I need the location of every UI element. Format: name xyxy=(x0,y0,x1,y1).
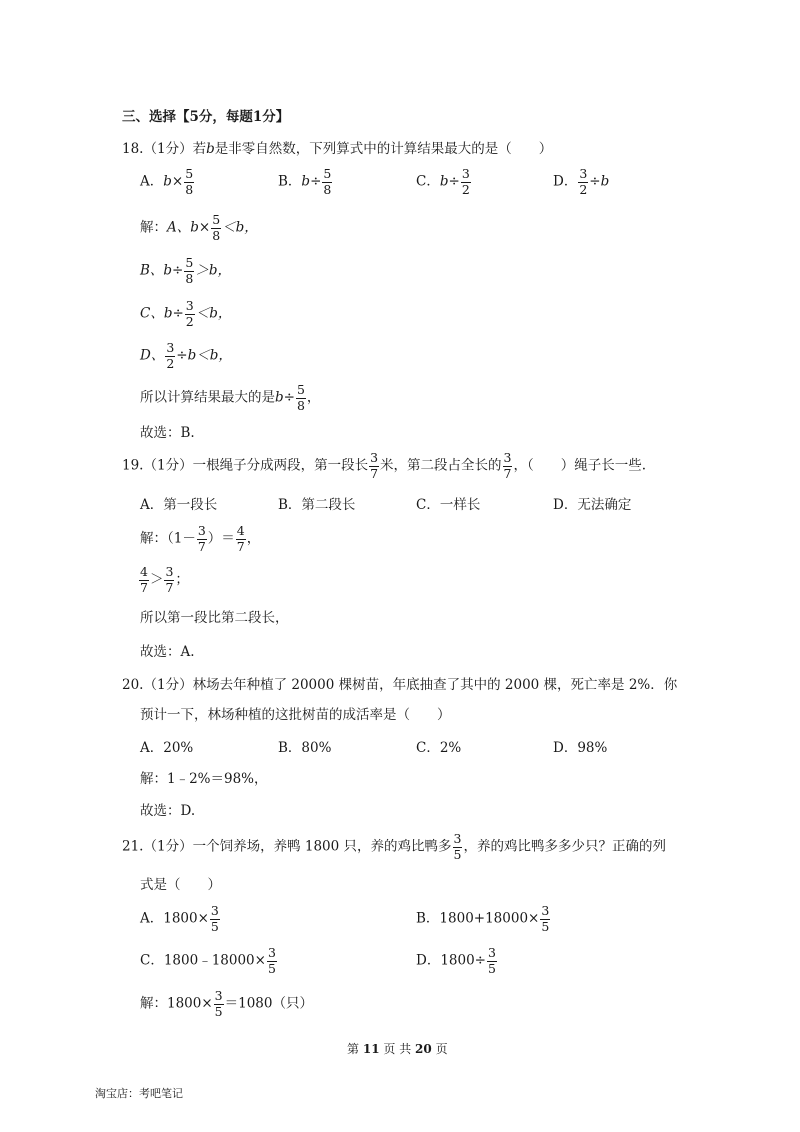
option-letter: C． xyxy=(416,173,440,190)
section-title: 三、选择【5分，每题1分】 xyxy=(122,109,290,125)
q21-option-c[interactable] xyxy=(140,947,278,975)
q19-option-c[interactable] xyxy=(416,493,480,513)
denominator: 8 xyxy=(185,270,194,286)
fraction xyxy=(165,342,175,370)
denominator: 7 xyxy=(165,579,174,595)
fraction xyxy=(296,384,306,412)
numerator: 5 xyxy=(185,166,194,181)
q19-answer: 故选：A. xyxy=(140,644,195,660)
variable-b: b xyxy=(206,141,215,157)
option-text: 无法确定 xyxy=(577,497,632,513)
q18-conclusion xyxy=(140,384,320,412)
option-letter: C． xyxy=(416,740,440,756)
option-letter: C． xyxy=(140,952,164,969)
option-text: 第二段长 xyxy=(301,497,356,513)
fraction xyxy=(236,525,246,553)
q20-answer: 故选：D. xyxy=(140,803,196,819)
q21-option-d[interactable] xyxy=(416,947,498,975)
numerator: 3 xyxy=(185,298,194,313)
solution-expr: C、b÷ xyxy=(140,305,184,322)
numerator: 3 xyxy=(214,988,223,1003)
denominator: 7 xyxy=(140,579,148,595)
q19-conclusion: 所以第一段比第二段长， xyxy=(140,610,289,626)
page-number: 11 xyxy=(362,1042,380,1056)
denominator: 7 xyxy=(236,538,245,554)
question-20-stem-line-2: 预计一下，林场种植的这批树苗的成活率是（ ） xyxy=(140,707,451,723)
denominator: 5 xyxy=(210,918,219,934)
stem-text: 一个饲养场，养鸭 1800 只，养的鸡比鸭多 xyxy=(192,838,452,855)
solution-expr: A、b× xyxy=(167,219,211,236)
solution-expr: 解：（1－ xyxy=(140,530,196,547)
fraction xyxy=(461,168,471,196)
option-letter: D． xyxy=(416,952,441,969)
solution-expr: D、 xyxy=(140,347,165,364)
solution-expr: ， xyxy=(246,530,261,547)
numerator: 3 xyxy=(488,945,496,960)
numerator: 3 xyxy=(267,945,276,960)
denominator: 8 xyxy=(296,397,305,413)
q18-option-d[interactable] xyxy=(553,168,609,196)
question-points: （1分） xyxy=(143,457,193,474)
q18-solution-line-b xyxy=(140,257,231,285)
fraction xyxy=(453,833,463,861)
q21-option-b[interactable] xyxy=(416,905,551,933)
page-footer xyxy=(347,1040,448,1057)
numerator: 5 xyxy=(296,382,305,397)
fraction xyxy=(185,300,195,328)
q19-option-a[interactable] xyxy=(140,493,217,513)
fraction xyxy=(267,947,277,975)
fraction xyxy=(210,905,220,933)
denominator: 8 xyxy=(323,181,332,197)
q18-solution-line-d xyxy=(140,342,232,370)
question-19-stem xyxy=(122,452,646,480)
option-letter: B． xyxy=(278,740,302,756)
fraction xyxy=(184,257,194,285)
fraction xyxy=(369,452,379,480)
numerator: 4 xyxy=(236,523,245,538)
option-letter: A． xyxy=(140,740,164,756)
fraction xyxy=(139,566,149,594)
shop-watermark: 淘宝店：考吧笔记 xyxy=(95,1087,183,1100)
solution-expr: ）＝ xyxy=(207,530,235,547)
solution-expr: ÷b＜b， xyxy=(176,347,232,364)
question-20-stem-line-1 xyxy=(122,673,677,693)
solution-expr: ； xyxy=(175,571,189,588)
q18-option-b[interactable] xyxy=(278,168,333,196)
option-expr: 1800﹣18000× xyxy=(163,952,266,969)
question-21-stem-line-1 xyxy=(122,833,666,861)
question-18-stem xyxy=(122,137,552,157)
option-text: 第一段长 xyxy=(163,497,218,513)
q18-answer: 故选：B. xyxy=(140,425,195,441)
q20-option-d[interactable] xyxy=(553,736,607,756)
q20-solution: 解：1﹣2%＝98%， xyxy=(140,771,268,787)
comparison-operator: ＞ xyxy=(149,571,164,588)
solution-expr: 解：1800× xyxy=(140,995,213,1012)
numerator: 3 xyxy=(503,450,512,465)
denominator: 5 xyxy=(214,1003,223,1019)
numerator: 4 xyxy=(140,564,148,579)
question-number: 18. xyxy=(122,141,144,157)
option-letter: A． xyxy=(140,173,164,190)
denominator: 2 xyxy=(461,181,470,197)
option-letter: A． xyxy=(140,497,164,513)
fraction xyxy=(184,168,194,196)
option-expr: b÷ xyxy=(301,173,322,190)
denominator: 5 xyxy=(453,846,462,862)
denominator: 8 xyxy=(212,227,221,243)
q19-option-b[interactable] xyxy=(278,493,355,513)
option-text: 80% xyxy=(301,740,332,756)
numerator: 3 xyxy=(197,523,206,538)
fraction xyxy=(197,525,207,553)
stem-text: 若 xyxy=(192,141,207,157)
option-text: 一样长 xyxy=(439,497,481,513)
question-points: （1分） xyxy=(143,141,193,157)
q20-option-a[interactable] xyxy=(140,736,193,756)
numerator: 3 xyxy=(210,903,219,918)
option-letter: B． xyxy=(278,173,302,190)
question-21-stem-line-2: 式是（ ） xyxy=(140,877,221,893)
q21-solution xyxy=(140,990,313,1018)
denominator: 7 xyxy=(503,465,512,481)
fraction xyxy=(540,905,550,933)
q19-option-d[interactable] xyxy=(553,493,631,513)
stem-text: ，（ ）绳子长一些. xyxy=(513,457,647,474)
stem-text: 是非零自然数，下列算式中的计算结果最大的是（ ） xyxy=(214,141,553,157)
solution-expr: ＝1080（只） xyxy=(224,995,313,1012)
option-letter: D． xyxy=(553,740,578,756)
option-letter: A． xyxy=(140,910,164,927)
option-letter: B． xyxy=(278,497,302,513)
numerator: 5 xyxy=(323,166,332,181)
solution-expr: ＜b， xyxy=(195,305,232,322)
stem-text: 林场去年种植了 20000 棵树苗，年底抽查了其中的 2000 棵，死亡率是 2%．你 xyxy=(192,677,678,693)
fraction xyxy=(322,168,332,196)
q18-option-a[interactable] xyxy=(140,168,195,196)
option-text: 2% xyxy=(439,740,462,756)
footer-text: 第 xyxy=(347,1042,360,1056)
solution-expr: ＞b， xyxy=(195,262,231,279)
q18-solution-line-a xyxy=(140,214,258,242)
option-letter: D． xyxy=(553,497,578,513)
fraction xyxy=(487,947,497,975)
q21-option-a[interactable] xyxy=(140,905,221,933)
fraction xyxy=(164,566,174,594)
question-points: （1分） xyxy=(143,677,193,693)
q19-solution-line-1 xyxy=(140,525,260,553)
footer-text: 页 共 xyxy=(383,1042,412,1056)
total-pages: 20 xyxy=(415,1042,432,1056)
conclusion-text: 所以计算结果最大的是 xyxy=(140,389,275,406)
q18-option-c[interactable] xyxy=(416,168,472,196)
stem-text: ，养的鸡比鸭多多少只？正确的列 xyxy=(463,838,666,855)
numerator: 3 xyxy=(370,450,379,465)
fraction xyxy=(503,452,513,480)
question-number: 19. xyxy=(122,457,144,474)
denominator: 5 xyxy=(488,960,496,976)
numerator: 5 xyxy=(185,255,194,270)
footer-text: 页 xyxy=(435,1042,448,1056)
solution-expr: B、b÷ xyxy=(140,262,184,279)
denominator: 2 xyxy=(185,313,194,329)
numerator: 3 xyxy=(579,166,588,181)
numerator: 3 xyxy=(166,340,175,355)
stem-text: 一根绳子分成两段，第一段长 xyxy=(192,457,369,474)
option-expr: 1800+18000× xyxy=(439,910,540,927)
question-points: （1分） xyxy=(143,838,193,855)
denominator: 7 xyxy=(370,465,379,481)
q18-solution-line-c xyxy=(140,300,231,328)
q20-option-b[interactable] xyxy=(278,736,331,756)
solution-label: 解： xyxy=(140,219,167,236)
option-expr: ÷b xyxy=(589,173,610,190)
conclusion-expr: b÷ xyxy=(275,389,295,406)
numerator: 3 xyxy=(165,564,174,579)
option-text: 98% xyxy=(577,740,608,756)
fraction xyxy=(214,990,224,1018)
option-expr: b× xyxy=(163,173,184,190)
denominator: 8 xyxy=(185,181,194,197)
fraction xyxy=(578,168,588,196)
denominator: 5 xyxy=(267,960,276,976)
numerator: 3 xyxy=(453,831,462,846)
conclusion-text: ， xyxy=(306,389,321,406)
numerator: 5 xyxy=(212,212,221,227)
option-expr: b÷ xyxy=(439,173,460,190)
fraction xyxy=(211,214,221,242)
q20-option-c[interactable] xyxy=(416,736,461,756)
denominator: 5 xyxy=(541,918,550,934)
option-letter: B． xyxy=(416,910,440,927)
option-letter: D． xyxy=(553,173,578,190)
numerator: 3 xyxy=(541,903,550,918)
question-number: 21. xyxy=(122,838,144,855)
option-expr: 1800÷ xyxy=(440,952,486,969)
denominator: 2 xyxy=(166,355,175,371)
option-letter: C． xyxy=(416,497,440,513)
question-number: 20. xyxy=(122,677,144,693)
denominator: 2 xyxy=(579,181,588,197)
option-expr: 1800× xyxy=(163,910,209,927)
numerator: 3 xyxy=(461,166,470,181)
denominator: 7 xyxy=(197,538,206,554)
solution-expr: ＜b， xyxy=(222,219,258,236)
q19-solution-line-2 xyxy=(138,566,189,594)
stem-text: 米，第二段占全长的 xyxy=(380,457,502,474)
option-text: 20% xyxy=(163,740,194,756)
